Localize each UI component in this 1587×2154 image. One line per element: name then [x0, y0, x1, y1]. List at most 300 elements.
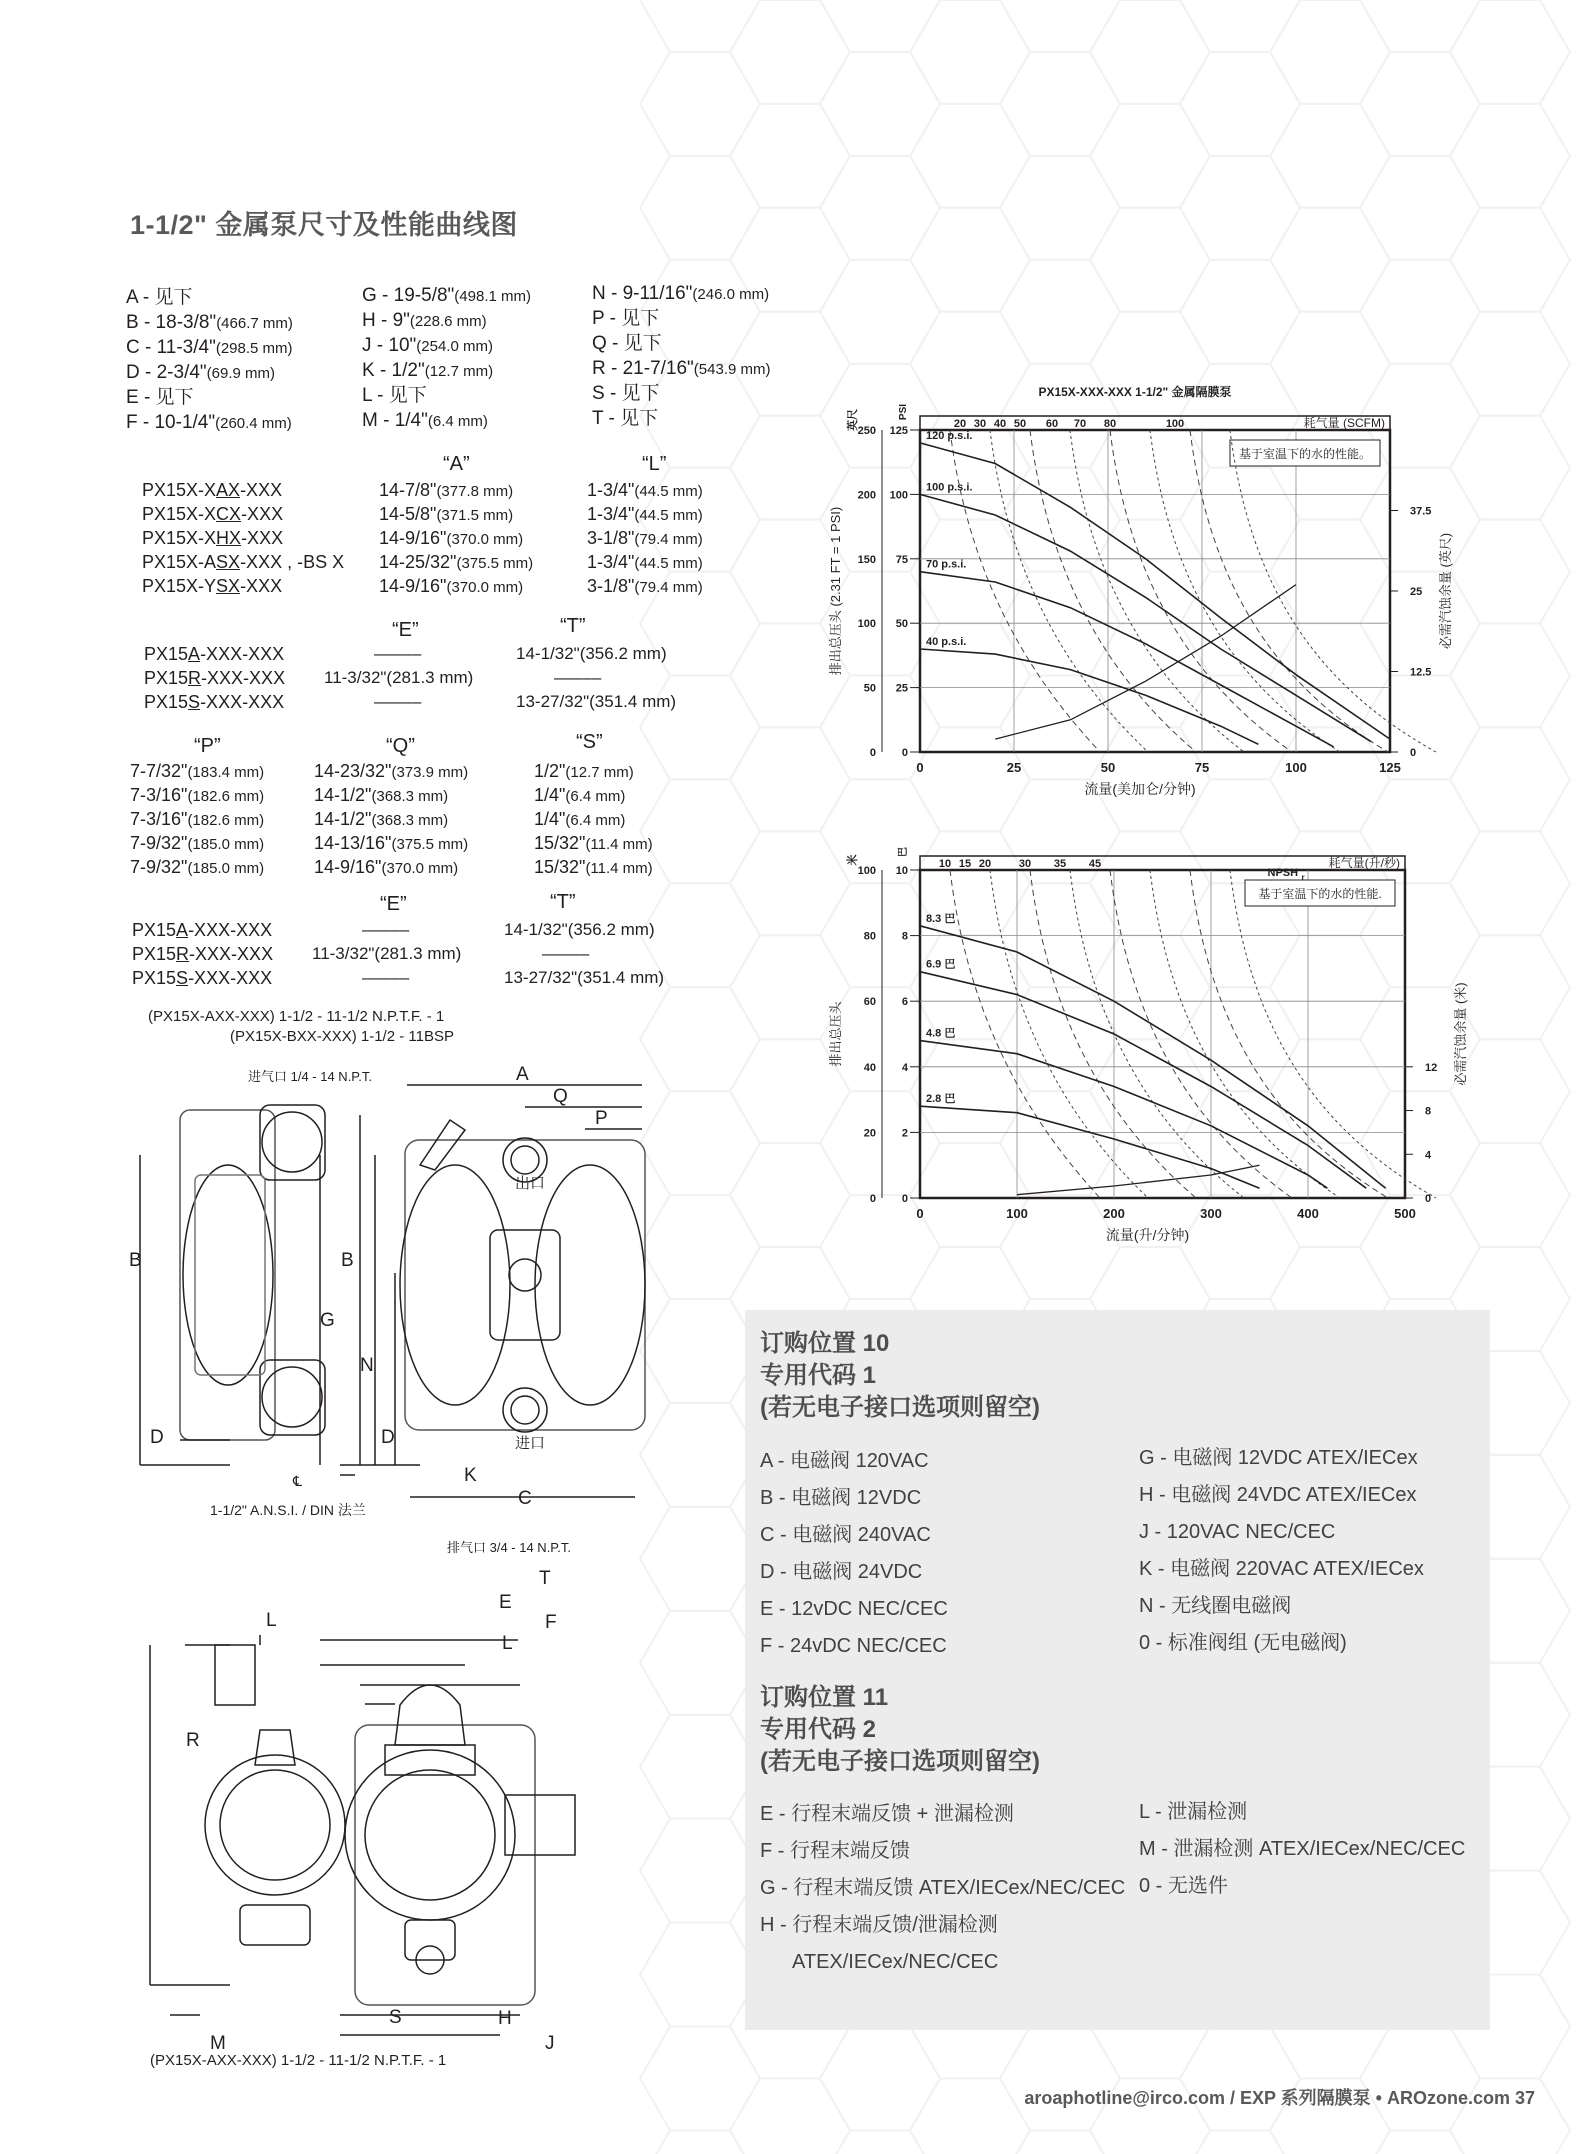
dim-E-value: –––––	[362, 920, 410, 939]
dim-entry	[592, 332, 770, 357]
mm-value: (375.5 mm)	[456, 555, 534, 572]
dim-entry	[126, 286, 293, 311]
drawing-centerline: ℄	[293, 1473, 302, 1489]
air-consumption-curve	[1230, 430, 1436, 752]
order-option: 0 - 标准阀组 (无电磁阀)	[1139, 1632, 1347, 1654]
y-tick-label-outer: 0	[869, 1193, 876, 1205]
series-line-0	[920, 926, 1386, 1188]
mm-value: (370.0 mm)	[381, 860, 459, 877]
dim-value: F - 10-1/4"	[126, 412, 216, 433]
model-number	[144, 690, 284, 714]
dim-value: K - 1/2"	[362, 360, 425, 381]
drawing-note-bsp: (PX15X-BXX-XXX) 1-1/2 - 11BSP	[230, 1028, 454, 1045]
drawing-outlet: 出口	[515, 1175, 546, 1192]
dim-letter-B-left: B	[129, 1250, 142, 1271]
dims-col1	[126, 286, 293, 436]
mm-value: (79.4 mm)	[634, 531, 703, 548]
unit-outer: 米	[847, 854, 859, 866]
air-consumption-curve	[1030, 430, 1196, 752]
x-tick-label: 75	[1194, 760, 1210, 775]
model-part: PX15	[132, 968, 177, 988]
dim-T-value: –––––	[542, 944, 590, 963]
dim-S-value	[534, 831, 653, 857]
dim-A-value	[379, 550, 533, 576]
dim-E-value: –––––	[374, 644, 422, 663]
inch-value: 14-9/16"	[379, 576, 447, 596]
model-number	[142, 526, 283, 550]
model-part-underlined: HX	[216, 528, 242, 548]
dim-Q-value	[314, 783, 448, 809]
header-S: “S”	[576, 731, 603, 753]
model-part: -XXX-XXX	[188, 920, 273, 940]
inch-value: 1/2"	[534, 761, 566, 781]
dim-entry	[126, 336, 293, 361]
model-number	[142, 574, 282, 598]
dims-col2	[362, 284, 531, 434]
npsh-label: NPSH	[1267, 867, 1299, 879]
x-tick-label: 400	[1297, 1206, 1319, 1221]
y-tick-label-outer: 250	[857, 425, 876, 437]
dim-letter-G: G	[320, 1310, 335, 1331]
npsh-subscript: r	[1301, 873, 1305, 882]
dim-entry	[592, 307, 770, 332]
dim-entry	[362, 284, 531, 309]
series-line-1	[920, 972, 1366, 1188]
mm-value: (185.0 mm)	[187, 836, 265, 853]
dim-mm: (12.7 mm)	[424, 363, 494, 380]
model-part: PX15X-X	[142, 504, 217, 524]
series-line-npshr	[995, 585, 1296, 740]
plot-area	[920, 430, 1390, 752]
dim-letter-E: E	[499, 1592, 512, 1613]
mm-value: (11.4 mm)	[585, 860, 653, 877]
x-tick-label: 125	[1379, 760, 1401, 775]
y-tick-label-inner: 2	[901, 1127, 908, 1140]
dim-P-value	[130, 831, 264, 857]
drawing-inlet: 进口	[515, 1435, 546, 1452]
model-part-underlined: A	[188, 644, 201, 664]
dim-letter-B-right: B	[341, 1250, 354, 1271]
model-number	[132, 966, 272, 990]
dim-value: T - 见下	[592, 408, 659, 429]
y2-tick-label: 37.5	[1410, 505, 1432, 518]
dim-E-value: 11-3/32"(281.3 mm)	[324, 668, 474, 687]
dim-value: L - 见下	[362, 385, 427, 406]
y-tick-label-outer: 100	[857, 618, 876, 631]
inch-value: 1/4"	[534, 809, 566, 829]
dim-value: C - 11-3/4"	[126, 337, 216, 358]
header-A: “A”	[443, 453, 470, 475]
dim-entry	[592, 282, 770, 307]
mm-value: (368.3 mm)	[371, 812, 449, 829]
mm-value: (6.4 mm)	[565, 812, 626, 829]
chart-note: 基于室温下的水的性能。	[1238, 447, 1372, 461]
model-part: -XXX-XXX	[200, 644, 285, 664]
air-tick-label: 40	[993, 418, 1007, 430]
inch-value: 14-23/32"	[314, 761, 392, 781]
mm-value: (375.5 mm)	[391, 836, 469, 853]
y2-axis-label: 必需汽蚀余量 (英尺)	[1438, 532, 1453, 650]
x-tick-label: 25	[1006, 760, 1022, 775]
air-tick-label: 50	[1013, 418, 1027, 430]
x-tick-label: 100	[1006, 1206, 1028, 1221]
mm-value: (11.4 mm)	[585, 836, 653, 853]
air-tick-label: 70	[1073, 418, 1087, 430]
mm-value: (44.5 mm)	[634, 483, 703, 500]
x-tick-label: 200	[1103, 1206, 1125, 1221]
air-consumption-curve	[1190, 430, 1388, 752]
mm-value: (373.9 mm)	[391, 764, 469, 781]
dim-T-value: 14-1/32"(356.2 mm)	[504, 920, 655, 939]
air-consumption-curve	[1070, 430, 1244, 752]
dim-T-value: 13-27/32"(351.4 mm)	[516, 692, 677, 711]
model-part-underlined: R	[176, 944, 190, 964]
dim-value: E - 见下	[126, 387, 194, 408]
air-consumption-curve	[1110, 430, 1292, 752]
dim-letter-D-right: D	[381, 1427, 395, 1448]
air-tick-label: 10	[938, 858, 952, 870]
dim-letter-M: M	[210, 2033, 226, 2054]
x-tick-label: 0	[916, 1206, 924, 1221]
y2-tick-label: 0	[1425, 1193, 1432, 1205]
mm-value: (182.6 mm)	[187, 812, 265, 829]
series-line-npshr	[1017, 1165, 1260, 1195]
inch-value: 7-3/16"	[130, 785, 188, 805]
model-number	[142, 550, 344, 574]
dim-mm: (543.9 mm)	[693, 361, 771, 378]
order-option: B - 电磁阀 12VDC	[760, 1487, 922, 1509]
pressure-label: 6.9 巴	[926, 958, 956, 971]
dim-value: A - 见下	[126, 287, 193, 308]
dim-mm: (228.6 mm)	[409, 313, 487, 330]
model-part: PX15	[132, 920, 177, 940]
dim-A-value	[379, 502, 513, 528]
dim-entry	[126, 311, 293, 336]
dim-T-value: 14-1/32"(356.2 mm)	[516, 644, 667, 663]
dim-S-value	[534, 783, 625, 809]
model-part: -XXX	[241, 528, 284, 548]
dim-letter-T: T	[539, 1568, 551, 1589]
air-tick-label: 15	[958, 858, 972, 870]
performance-chart-imperial	[820, 380, 1460, 800]
air-tick-label: 35	[1053, 858, 1067, 870]
dim-letter-D-left: D	[150, 1427, 164, 1448]
order-option: K - 电磁阀 220VAC ATEX/IECex	[1139, 1558, 1424, 1580]
pressure-label: 8.3 巴	[926, 912, 956, 925]
model-part: -XXX	[240, 576, 283, 596]
dim-E-value: 11-3/32"(281.3 mm)	[312, 944, 462, 963]
order11-heading: 订购位置 11	[760, 1684, 889, 1711]
y2-axis-label: 必需汽蚀余量 (米)	[1453, 982, 1468, 1086]
model-number	[132, 942, 273, 966]
dim-mm: (298.5 mm)	[215, 340, 293, 357]
dim-letter-N: N	[360, 1355, 374, 1376]
series-line-1	[920, 494, 1371, 741]
dim-P-value	[130, 759, 264, 785]
plot-area	[920, 870, 1405, 1198]
dim-Q-value	[314, 759, 468, 785]
dim-value: S - 见下	[592, 383, 660, 404]
dim-letter-Q: Q	[553, 1086, 568, 1107]
order-option: M - 泄漏检测 ATEX/IECex/NEC/CEC	[1139, 1838, 1466, 1860]
inch-value: 14-5/8"	[379, 504, 437, 524]
order-option: E - 行程末端反馈 + 泄漏检测	[760, 1803, 1014, 1825]
y-tick-label-inner: 50	[895, 618, 908, 631]
order10-code: 专用代码 1	[760, 1362, 877, 1389]
unit-outer: 英尺	[847, 409, 859, 431]
header-P: “P”	[194, 735, 221, 757]
model-part-underlined: SX	[216, 576, 241, 596]
model-part: PX15X-A	[142, 552, 217, 572]
inch-value: 7-7/32"	[130, 761, 188, 781]
dim-S-value	[534, 855, 653, 881]
dim-letter-F: F	[545, 1612, 557, 1633]
pressure-label: 2.8 巴	[926, 1093, 956, 1106]
pressure-label: 4.8 巴	[926, 1027, 956, 1040]
unit-inner: PSI	[898, 403, 909, 421]
mm-value: (377.8 mm)	[436, 483, 514, 500]
drawing-air-inlet: 进气口 1/4 - 14 N.P.T.	[248, 1069, 373, 1084]
order-option: F - 行程末端反馈	[760, 1840, 910, 1862]
dim-mm: (6.4 mm)	[427, 413, 488, 430]
y-tick-label-inner: 10	[895, 865, 908, 877]
model-part-underlined: S	[176, 968, 189, 988]
inch-value: 3-1/8"	[587, 576, 635, 596]
model-part-underlined: R	[188, 668, 202, 688]
mm-value: (79.4 mm)	[634, 579, 703, 596]
dim-S-value	[534, 759, 634, 785]
dim-mm: (466.7 mm)	[216, 315, 293, 332]
dim-entry	[592, 407, 770, 432]
ordering-panel	[745, 1310, 1490, 2030]
air-consumption-curve	[990, 870, 1148, 1198]
order11-note: (若无电子接口选项则留空)	[760, 1748, 1040, 1775]
order-option: H - 行程末端反馈/泄漏检测	[760, 1914, 998, 1936]
header-E-2: “E”	[380, 893, 407, 915]
model-number	[144, 642, 284, 666]
dim-value: P - 见下	[592, 308, 660, 329]
dim-A-value	[379, 478, 513, 504]
dim-entry	[362, 334, 531, 359]
dim-entry	[592, 357, 770, 382]
y2-tick-label: 8	[1425, 1105, 1432, 1118]
model-number	[132, 918, 272, 942]
order11-left-list	[760, 1796, 1125, 1981]
dim-entry	[362, 309, 531, 334]
dim-value: H - 9"	[362, 310, 410, 331]
model-part: -XXX	[240, 480, 283, 500]
order-option: C - 电磁阀 240VAC	[760, 1524, 931, 1546]
x-tick-label: 50	[1100, 760, 1116, 775]
header-T-2: “T”	[550, 891, 576, 913]
order-option: G - 电磁阀 12VDC ATEX/IECex	[1139, 1447, 1418, 1469]
drawing-flange: 1-1/2" A.N.S.I. / DIN 法兰	[210, 1502, 366, 1518]
air-tick-label: 100	[1165, 418, 1185, 430]
y-tick-label-outer: 40	[863, 1061, 876, 1074]
y-tick-label-outer: 150	[857, 553, 876, 566]
y2-tick-label: 4	[1425, 1149, 1432, 1162]
y-tick-label-outer: 200	[857, 489, 876, 502]
dim-Q-value	[314, 855, 458, 881]
inch-value: 14-7/8"	[379, 480, 437, 500]
dim-P-value	[130, 807, 264, 833]
model-number	[142, 502, 283, 526]
dim-E-value: –––––	[374, 692, 422, 711]
unit-inner: 巴	[898, 847, 909, 857]
y-tick-label-outer: 50	[863, 682, 876, 695]
order11-code: 专用代码 2	[760, 1716, 877, 1743]
mm-value: (183.4 mm)	[187, 764, 265, 781]
mm-value: (6.4 mm)	[565, 788, 626, 805]
dim-entry	[362, 359, 531, 384]
inch-value: 1/4"	[534, 785, 566, 805]
series-line-0	[920, 443, 1390, 739]
order-option: L - 泄漏检测	[1139, 1801, 1248, 1823]
dim-letter-K: K	[464, 1465, 477, 1486]
model-part: PX15	[144, 692, 189, 712]
model-number	[144, 666, 285, 690]
page-title: 1-1/2" 金属泵尺寸及性能曲线图	[130, 210, 518, 240]
dim-letter-C: C	[518, 1488, 532, 1509]
dim-value: G - 19-5/8"	[362, 285, 455, 306]
inch-value: 14-13/16"	[314, 833, 392, 853]
y2-tick-label: 12.5	[1410, 666, 1432, 679]
dim-mm: (69.9 mm)	[206, 365, 276, 382]
dim-value: J - 10"	[362, 335, 417, 356]
order10-note: (若无电子接口选项则留空)	[760, 1394, 1040, 1421]
model-part: -XXX-XXX	[189, 944, 274, 964]
mm-value: (370.0 mm)	[446, 579, 524, 596]
dim-P-value	[130, 783, 264, 809]
y-axis-label: 排出总压头	[828, 1001, 843, 1067]
inch-value: 14-1/2"	[314, 809, 372, 829]
x-axis-label: 流量(美加仑/分钟)	[1084, 781, 1196, 797]
dim-mm: (254.0 mm)	[416, 338, 493, 355]
order10-heading: 订购位置 10	[760, 1330, 890, 1357]
dim-S-value	[534, 807, 625, 833]
model-part-underlined: AX	[216, 480, 241, 500]
x-tick-label: 0	[916, 760, 924, 775]
order-option: ATEX/IECex/NEC/CEC	[792, 1951, 999, 1973]
order-option: E - 12vDC NEC/CEC	[760, 1598, 948, 1620]
order-option: 0 - 无选件	[1139, 1875, 1228, 1897]
dim-entry	[362, 384, 531, 409]
dim-Q-value	[314, 807, 448, 833]
dim-letter-A: A	[516, 1064, 529, 1085]
series-line-2	[920, 572, 1334, 747]
mm-value: (185.0 mm)	[187, 860, 265, 877]
page-footer: aroaphotline@irco.com / EXP 系列隔膜泵 • AROzone.com 37	[1024, 2088, 1535, 2108]
y-tick-label-inner: 75	[895, 553, 908, 566]
dim-A-value	[379, 574, 523, 600]
x-axis-label: 流量(升/分钟)	[1105, 1227, 1190, 1243]
inch-value: 14-1/2"	[314, 785, 372, 805]
inch-value: 15/32"	[534, 857, 586, 877]
air-tick-label: 30	[1018, 858, 1032, 870]
model-part-underlined: S	[188, 692, 201, 712]
model-part: -XXX-XXX	[201, 668, 286, 688]
model-part: PX15X-X	[142, 480, 217, 500]
mm-value: (44.5 mm)	[634, 555, 703, 572]
order-option: F - 24vDC NEC/CEC	[760, 1635, 947, 1657]
series-line-3	[920, 649, 1258, 744]
pressure-label: 120 p.s.i.	[926, 429, 973, 442]
air-tick-label: 20	[953, 418, 967, 430]
header-L: “L”	[642, 453, 667, 475]
dim-value: D - 2-3/4"	[126, 362, 207, 383]
model-part: PX15X-Y	[142, 576, 217, 596]
chart-title: PX15X-XXX-XXX 1-1/2" 金属隔膜泵	[1038, 385, 1232, 399]
y-tick-label-inner: 0	[901, 747, 908, 759]
pressure-label: 100 p.s.i.	[926, 481, 973, 494]
air-tick-label: 30	[973, 418, 987, 430]
inch-value: 14-25/32"	[379, 552, 457, 572]
dim-value: M - 1/4"	[362, 410, 428, 431]
y2-tick-label: 0	[1410, 747, 1417, 759]
mm-value: (368.3 mm)	[371, 788, 449, 805]
model-part: -XXX-XXX	[188, 968, 273, 988]
inch-value: 1-3/4"	[587, 504, 635, 524]
mm-value: (370.0 mm)	[446, 531, 524, 548]
dim-L-value	[587, 550, 703, 576]
y-tick-label-inner: 6	[901, 996, 908, 1009]
model-part-underlined: CX	[216, 504, 242, 524]
header-E-1: “E”	[392, 619, 419, 641]
pressure-label: 70 p.s.i.	[926, 558, 967, 571]
model-part: PX15X-X	[142, 528, 217, 548]
air-scale-label: 耗气量 (SCFM)	[1303, 416, 1385, 430]
dim-letter-L-right: L	[502, 1633, 513, 1654]
dim-letter-L-left: L	[266, 1610, 277, 1631]
x-tick-label: 500	[1394, 1206, 1416, 1221]
air-tick-label: 60	[1045, 418, 1059, 430]
order11-right-list	[1139, 1794, 1465, 1905]
air-consumption-curve	[1190, 870, 1388, 1198]
y-tick-label-inner: 4	[901, 1061, 908, 1074]
dim-T-value: –––––	[554, 668, 602, 687]
dim-entry	[126, 361, 293, 386]
mm-value: (12.7 mm)	[565, 764, 634, 781]
mm-value: (371.5 mm)	[436, 507, 514, 524]
order-option: D - 电磁阀 24VDC	[760, 1561, 923, 1583]
y-tick-label-outer: 60	[863, 996, 876, 1009]
order-option: A - 电磁阀 120VAC	[760, 1450, 929, 1472]
dim-L-value	[587, 574, 703, 600]
y-tick-label-inner: 125	[889, 425, 908, 437]
order-option: G - 行程末端反馈 ATEX/IECex/NEC/CEC	[760, 1877, 1126, 1899]
x-tick-label: 300	[1200, 1206, 1222, 1221]
y-tick-label-inner: 8	[901, 930, 908, 943]
order10-right-list	[1139, 1440, 1424, 1662]
air-consumption-curve	[1110, 870, 1292, 1198]
drawing-exhaust: 排气口 3/4 - 14 N.P.T.	[447, 1540, 572, 1555]
header-T-1: “T”	[560, 615, 586, 637]
order-option: N - 无线圈电磁阀	[1139, 1595, 1292, 1617]
model-part: -XXX	[241, 504, 284, 524]
drawing-note-npt: (PX15X-AXX-XXX) 1-1/2 - 11-1/2 N.P.T.F. - 1	[148, 1008, 445, 1025]
chart-note: 基于室温下的水的性能.	[1258, 887, 1382, 901]
model-part: PX15	[144, 668, 189, 688]
model-part: PX15	[144, 644, 189, 664]
order10-left-list	[760, 1443, 948, 1665]
dim-L-value	[587, 478, 703, 504]
model-part: -XXX-XXX	[200, 692, 285, 712]
model-part: -XXX , -BS X	[240, 552, 345, 572]
dim-letter-R: R	[186, 1730, 200, 1751]
y-tick-label-outer: 100	[857, 865, 876, 877]
series-line-2	[920, 1041, 1327, 1189]
mm-value: (44.5 mm)	[634, 507, 703, 524]
